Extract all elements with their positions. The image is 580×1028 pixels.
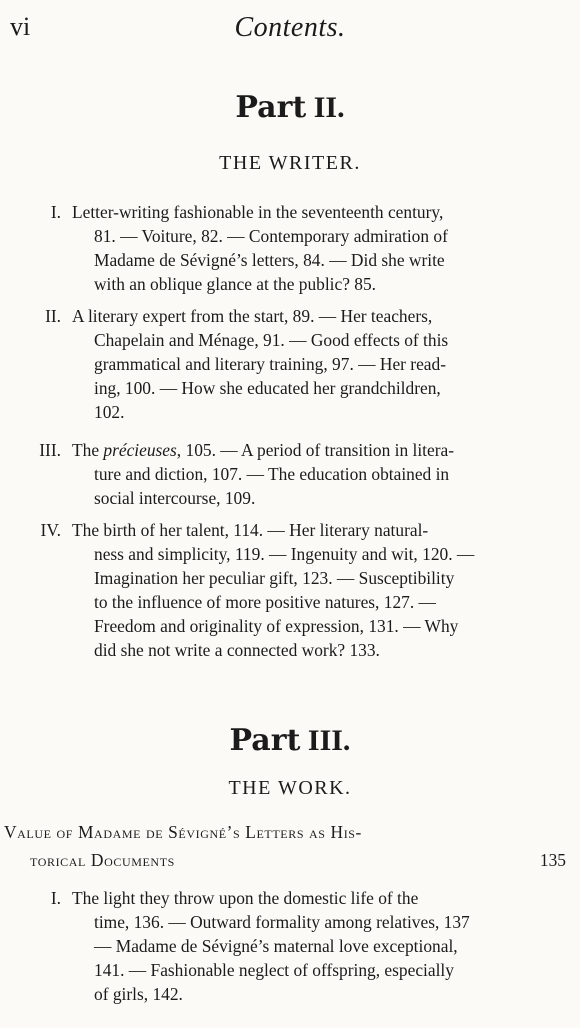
part-numeral: III. xyxy=(307,724,351,757)
entry-line: The birth of her talent, 114. — Her literary natural- xyxy=(72,520,429,540)
part-two-subtitle: THE WRITER. xyxy=(219,152,361,174)
entry-number: I. xyxy=(50,888,61,908)
entry-line: ing, 100. — How she educated her grandchildren, xyxy=(94,378,441,398)
entry-line: Freedom and originality of expression, 131. — Why xyxy=(94,616,459,636)
entry-line: Chapelain and Ménage, 91. — Good effects of this xyxy=(94,330,449,350)
section-heading-line: torical Documents xyxy=(30,850,175,870)
entry-number: I. xyxy=(50,202,61,222)
running-head: Contents. xyxy=(234,12,346,43)
entry-line: with an oblique glance at the public? 85. xyxy=(94,274,377,294)
entry-line: Imagination her peculiar gift, 123. — Susceptibility xyxy=(94,568,455,588)
entry-line: ness and simplicity, 119. — Ingenuity and wit, 120. — xyxy=(94,544,475,564)
entry-line: The précieuses, 105. — A period of transition in litera- xyxy=(72,440,455,460)
entry-number: II. xyxy=(45,306,61,326)
entry-line: 102. xyxy=(94,402,125,422)
part-label: Part xyxy=(235,90,307,125)
entry-line: The light they throw upon the domestic life of the xyxy=(72,888,419,908)
entry-line: Letter-writing fashionable in the seventeenth century, xyxy=(72,202,444,222)
section-heading-line: Value of Madame de Sévigné’s Letters as His- xyxy=(4,822,362,842)
entry-line: time, 136. — Outward formality among relatives, 137 xyxy=(94,912,470,932)
entry-number: III. xyxy=(39,440,61,460)
section-page-number: 135 xyxy=(539,850,566,870)
entry-line: grammatical and literary training, 97. — Her read- xyxy=(94,354,447,374)
entry-line: social intercourse, 109. xyxy=(94,488,256,508)
entry-line: did she not write a connected work? 133. xyxy=(94,640,380,660)
page-number: vi xyxy=(10,12,31,41)
entry-line: ture and diction, 107. — The education obtained in xyxy=(94,464,450,484)
precieuses-term: précieuses xyxy=(103,440,177,460)
entry-line: 81. — Voiture, 82. — Contemporary admiration of xyxy=(94,226,448,246)
entry-line: of girls, 142. xyxy=(94,984,183,1004)
entry-number: IV. xyxy=(40,520,61,540)
part-two-title xyxy=(0,90,580,125)
part-three-subtitle: THE WORK. xyxy=(228,777,352,799)
entry-line: to the influence of more positive natures, 127. — xyxy=(94,592,436,612)
entry-line: 141. — Fashionable neglect of offspring, especially xyxy=(94,960,454,980)
entry-line: Madame de Sévigné’s letters, 84. — Did she write xyxy=(94,250,445,270)
part-label: Part xyxy=(229,723,301,758)
part-three-title xyxy=(0,723,580,758)
entry-line: A literary expert from the start, 89. — Her teachers, xyxy=(72,306,433,326)
part-numeral: II. xyxy=(313,91,345,124)
entry-line: — Madame de Sévigné’s maternal love exceptional, xyxy=(94,936,458,956)
